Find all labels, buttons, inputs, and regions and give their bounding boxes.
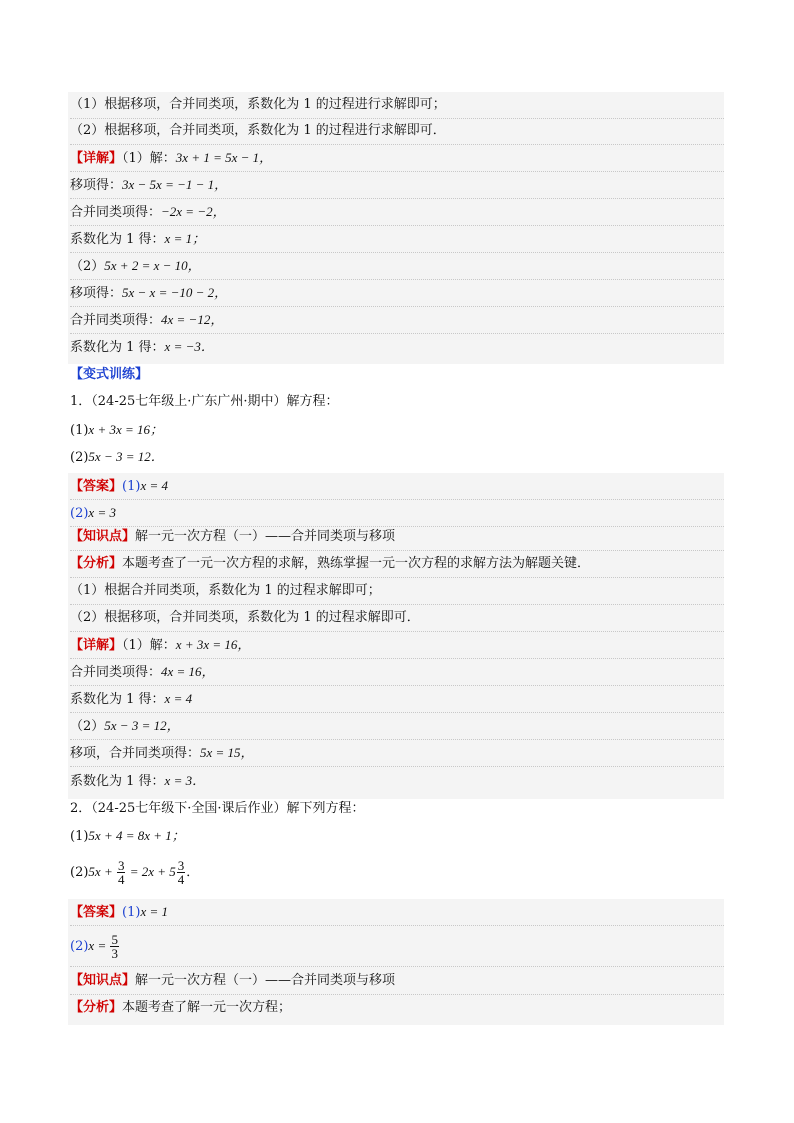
question-source: （24-25七年级下·全国·课后作业）解下列方程： xyxy=(91,801,365,816)
answer-part-label: (1) xyxy=(122,479,141,494)
solution-step xyxy=(70,307,724,334)
equation: 5x + xyxy=(88,864,116,879)
solution-step xyxy=(70,713,724,740)
analysis-line xyxy=(70,995,291,1021)
solution-step xyxy=(70,740,724,767)
analysis-text: 本题考查了一元一次方程的求解，熟练掌握一元一次方程的求解方法为解题关键． xyxy=(122,556,591,571)
knowledge-point-tag: 【知识点】 xyxy=(70,529,136,544)
equation: x + 3x = 16， xyxy=(175,637,251,652)
fraction xyxy=(117,859,126,886)
detail-label: （1）解： xyxy=(122,638,176,653)
analysis-text: 本题考查了解一元一次方程； xyxy=(122,1000,292,1015)
detail-line xyxy=(70,145,724,172)
step-label: 系数化为 1 得： xyxy=(70,692,165,707)
fraction-numerator: 3 xyxy=(177,858,185,873)
answer-equation: x = xyxy=(88,938,110,953)
knowledge-point-line xyxy=(70,968,724,995)
knowledge-point-text: 解一元一次方程（一）——合并同类项与移项 xyxy=(135,529,396,544)
answer-part-label: (1) xyxy=(122,905,141,920)
part-label: (2) xyxy=(70,865,89,880)
answer-tag: 【答案】 xyxy=(70,479,123,494)
analysis-step-1: （1）根据合并同类项，系数化为 1 的过程求解即可； xyxy=(70,583,381,598)
answer-equation: x = 1 xyxy=(140,904,168,919)
solution-step xyxy=(70,334,214,360)
answer-equation: x = 4 xyxy=(140,478,168,493)
question-number: 1． xyxy=(70,394,92,409)
equation: 4x = −12， xyxy=(161,312,224,327)
equation: −2x = −2， xyxy=(161,204,226,219)
solution-step xyxy=(70,768,205,794)
punctuation: ． xyxy=(186,865,200,880)
solution-step xyxy=(70,226,724,253)
solution-step xyxy=(70,253,724,280)
fraction xyxy=(177,859,186,886)
part-label: (1) xyxy=(70,423,89,438)
analysis-line xyxy=(70,92,724,119)
equation: x = 4 xyxy=(164,691,193,706)
analysis-line xyxy=(70,578,724,605)
equation: 5x − 3 = 12． xyxy=(88,449,164,464)
section-title xyxy=(70,362,148,388)
equation: = 2x + 5 xyxy=(126,864,176,879)
detail-tag: 【详解】 xyxy=(70,638,123,653)
equation: 5x − x = −10 − 2， xyxy=(122,285,228,300)
question-1-part-2 xyxy=(70,444,164,470)
equation: x + 3x = 16； xyxy=(88,422,164,437)
analysis-step-1: （1）根据移项，合并同类项，系数化为 1 的过程进行求解即可； xyxy=(70,97,446,112)
answer-part-label: (2) xyxy=(70,506,89,521)
step-label: 移项得： xyxy=(70,286,123,301)
step-label: 合并同类项得： xyxy=(70,665,162,680)
solution-step xyxy=(70,686,724,713)
part-label: (1) xyxy=(70,829,89,844)
equation: x = −3． xyxy=(164,339,214,354)
detail-line xyxy=(70,632,724,659)
solution-step xyxy=(70,280,724,307)
step-label: 系数化为 1 得： xyxy=(70,232,165,247)
answer-line xyxy=(70,473,724,500)
analysis-line xyxy=(70,551,724,578)
solution-step xyxy=(70,199,724,226)
answer-tag: 【答案】 xyxy=(70,905,123,920)
fraction-denominator: 4 xyxy=(177,872,185,887)
equation: 4x = 16， xyxy=(161,664,215,679)
detail-tag: 【详解】 xyxy=(70,151,123,166)
part-label: （2） xyxy=(70,259,105,274)
question-2-part-2 xyxy=(70,852,199,892)
step-label: 合并同类项得： xyxy=(70,205,162,220)
solution-step xyxy=(70,659,724,686)
fraction-numerator: 5 xyxy=(111,932,118,947)
analysis-step-2: （2）根据移项，合并同类项，系数化为 1 的过程求解即可． xyxy=(70,610,420,625)
step-label: 移项得： xyxy=(70,178,123,193)
section-title-text: 【变式训练】 xyxy=(70,367,149,382)
equation: 5x + 2 = x − 10， xyxy=(104,258,201,273)
equation: x = 3． xyxy=(164,773,206,788)
answer-line xyxy=(70,500,724,527)
part-label: （2） xyxy=(70,719,105,734)
question-1-header xyxy=(70,389,339,415)
step-label: 合并同类项得： xyxy=(70,313,162,328)
step-label: 系数化为 1 得： xyxy=(70,340,165,355)
answer-equation: x = 3 xyxy=(88,505,116,520)
fraction-denominator: 3 xyxy=(111,946,118,961)
fraction xyxy=(110,933,119,960)
solution-step xyxy=(70,172,724,199)
analysis-tag: 【分析】 xyxy=(70,1000,123,1015)
fraction-numerator: 3 xyxy=(117,858,125,873)
equation: x = 1； xyxy=(164,231,206,246)
question-source: （24-25七年级上·广东广州·期中）解方程： xyxy=(91,394,339,409)
knowledge-point-tag: 【知识点】 xyxy=(70,973,136,988)
answer-line xyxy=(70,899,724,926)
question-2-part-1 xyxy=(70,823,185,849)
fraction-denominator: 4 xyxy=(117,872,125,887)
equation: 3x − 5x = −1 − 1， xyxy=(122,177,228,192)
step-label: 移项，合并同类项得： xyxy=(70,746,201,761)
equation: 3x + 1 = 5x − 1， xyxy=(175,150,273,165)
step-label: 系数化为 1 得： xyxy=(70,774,165,789)
question-number: 2． xyxy=(70,801,92,816)
analysis-line xyxy=(70,118,724,145)
question-1-part-1 xyxy=(70,417,163,443)
analysis-line xyxy=(70,605,724,632)
equation: 5x + 4 = 8x + 1； xyxy=(88,828,185,843)
equation: 5x − 3 = 12， xyxy=(104,718,180,733)
question-2-header xyxy=(70,796,365,822)
equation: 5x = 15， xyxy=(200,745,254,760)
detail-label: （1）解： xyxy=(122,151,176,166)
answer-part-label: (2) xyxy=(70,939,89,954)
analysis-tag: 【分析】 xyxy=(70,556,123,571)
knowledge-point-text: 解一元一次方程（一）——合并同类项与移项 xyxy=(135,973,396,988)
answer-line xyxy=(70,926,724,967)
knowledge-point-line xyxy=(70,524,724,551)
part-label: (2) xyxy=(70,450,89,465)
analysis-step-2: （2）根据移项，合并同类项，系数化为 1 的过程进行求解即可． xyxy=(70,123,446,138)
